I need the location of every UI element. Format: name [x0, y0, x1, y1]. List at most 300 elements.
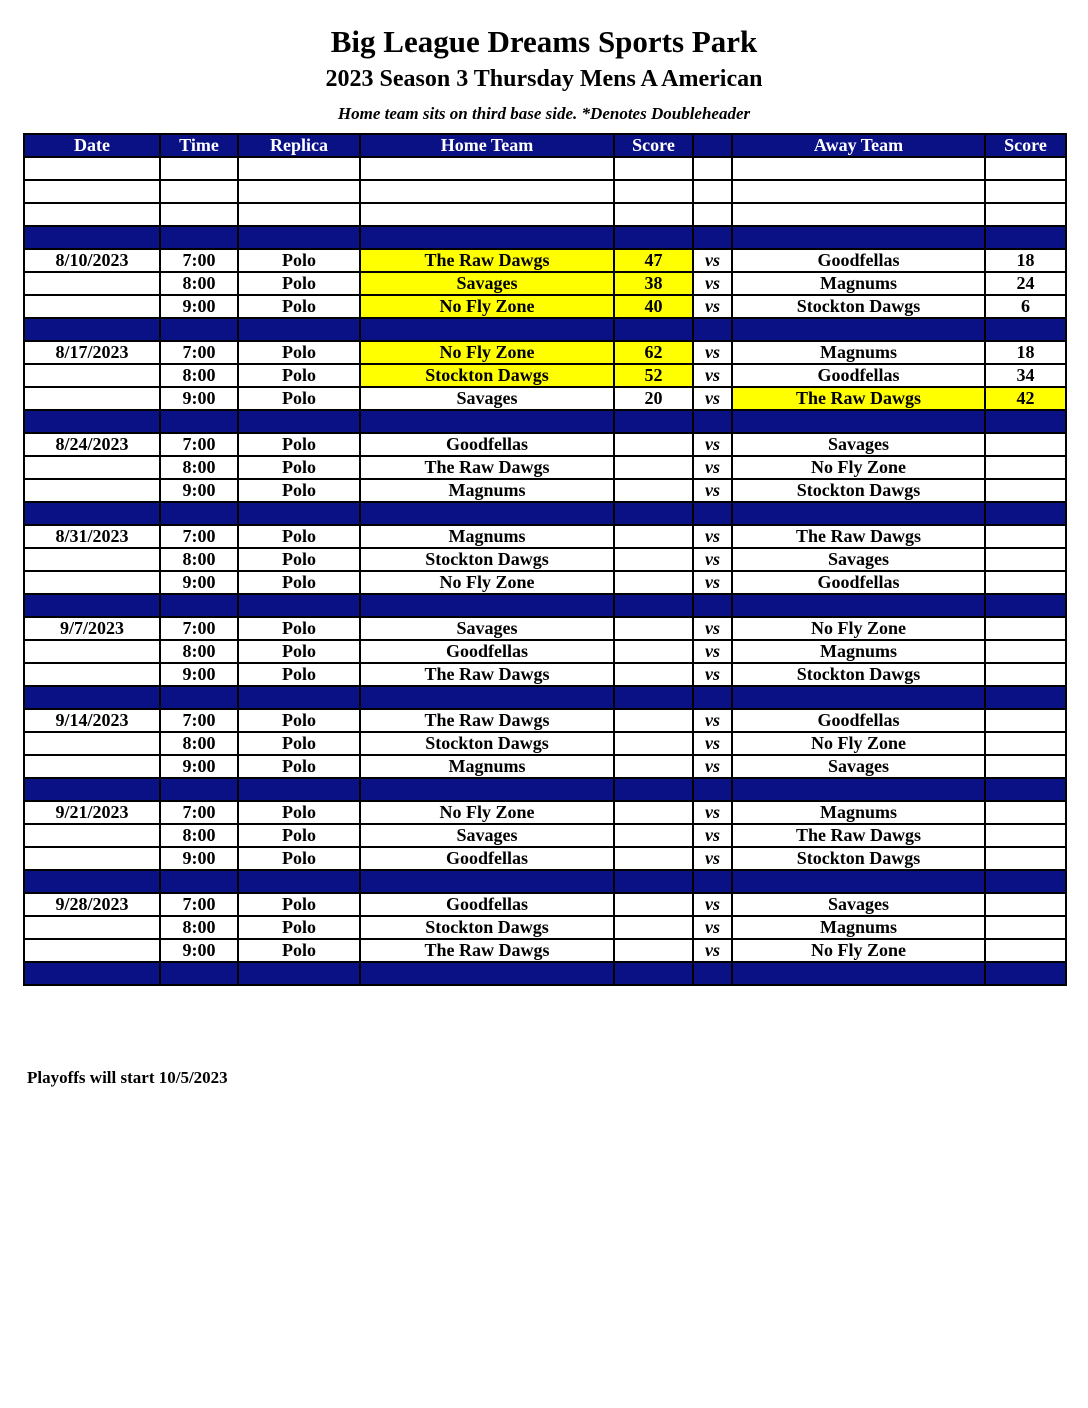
week-separator-row — [24, 502, 1066, 525]
separator-cell — [24, 778, 160, 801]
away-score — [985, 571, 1066, 594]
separator-cell — [693, 962, 732, 985]
blank-cell — [360, 203, 614, 226]
away-score: 18 — [985, 249, 1066, 272]
game-row — [24, 801, 1066, 824]
game-field: Polo — [238, 525, 360, 548]
away-team: Magnums — [732, 272, 985, 295]
away-score — [985, 709, 1066, 732]
game-date: 9/7/2023 — [24, 617, 160, 640]
separator-cell — [238, 502, 360, 525]
schedule-table — [23, 133, 1067, 986]
home-score — [614, 548, 693, 571]
blank-cell — [160, 203, 238, 226]
game-row — [24, 893, 1066, 916]
blank-cell — [160, 157, 238, 180]
vs-label: vs — [693, 847, 732, 870]
away-team: The Raw Dawgs — [732, 824, 985, 847]
vs-label: vs — [693, 571, 732, 594]
separator-cell — [160, 502, 238, 525]
blank-cell — [985, 157, 1066, 180]
home-team: Savages — [360, 617, 614, 640]
home-score — [614, 801, 693, 824]
separator-cell — [24, 594, 160, 617]
game-row — [24, 824, 1066, 847]
home-score: 40 — [614, 295, 693, 318]
home-score — [614, 617, 693, 640]
away-score: 6 — [985, 295, 1066, 318]
game-time: 7:00 — [160, 801, 238, 824]
blank-cell — [614, 157, 693, 180]
game-row — [24, 732, 1066, 755]
blank-cell — [693, 203, 732, 226]
vs-label: vs — [693, 525, 732, 548]
season-subtitle: 2023 Season 3 Thursday Mens A American — [325, 66, 763, 92]
away-team: Stockton Dawgs — [732, 663, 985, 686]
separator-cell — [732, 410, 985, 433]
vs-label: vs — [693, 801, 732, 824]
game-field: Polo — [238, 709, 360, 732]
away-team: The Raw Dawgs — [732, 525, 985, 548]
separator-cell — [614, 502, 693, 525]
vs-label: vs — [693, 732, 732, 755]
game-time: 7:00 — [160, 249, 238, 272]
separator-cell — [985, 226, 1066, 249]
separator-cell — [614, 686, 693, 709]
game-field: Polo — [238, 456, 360, 479]
blank-cell — [693, 180, 732, 203]
game-field: Polo — [238, 916, 360, 939]
away-score — [985, 755, 1066, 778]
home-team: Goodfellas — [360, 433, 614, 456]
away-team: No Fly Zone — [732, 617, 985, 640]
blank-cell — [24, 180, 160, 203]
separator-cell — [360, 410, 614, 433]
separator-cell — [24, 686, 160, 709]
game-time: 8:00 — [160, 456, 238, 479]
game-time: 8:00 — [160, 916, 238, 939]
col-header-away-team: Away Team — [732, 134, 985, 157]
away-score — [985, 456, 1066, 479]
game-field: Polo — [238, 640, 360, 663]
home-team: The Raw Dawgs — [360, 939, 614, 962]
game-time: 9:00 — [160, 755, 238, 778]
separator-cell — [693, 410, 732, 433]
game-date — [24, 387, 160, 410]
col-header-home-score: Score — [614, 134, 693, 157]
away-team: Savages — [732, 755, 985, 778]
separator-cell — [238, 778, 360, 801]
game-row — [24, 640, 1066, 663]
week-separator-row — [24, 226, 1066, 249]
game-date — [24, 479, 160, 502]
home-score — [614, 916, 693, 939]
separator-cell — [360, 318, 614, 341]
blank-row — [24, 203, 1066, 226]
separator-cell — [732, 778, 985, 801]
game-row — [24, 548, 1066, 571]
game-date: 9/28/2023 — [24, 893, 160, 916]
separator-cell — [614, 594, 693, 617]
game-date — [24, 663, 160, 686]
separator-cell — [732, 226, 985, 249]
game-field: Polo — [238, 479, 360, 502]
game-date: 8/31/2023 — [24, 525, 160, 548]
separator-cell — [614, 778, 693, 801]
game-time: 9:00 — [160, 387, 238, 410]
separator-cell — [985, 410, 1066, 433]
separator-cell — [24, 870, 160, 893]
home-score — [614, 640, 693, 663]
separator-cell — [693, 686, 732, 709]
home-team: No Fly Zone — [360, 295, 614, 318]
home-team: The Raw Dawgs — [360, 249, 614, 272]
game-field: Polo — [238, 755, 360, 778]
home-team: Savages — [360, 272, 614, 295]
col-header-home-team: Home Team — [360, 134, 614, 157]
game-time: 7:00 — [160, 525, 238, 548]
page-title: Big League Dreams Sports Park — [330, 24, 758, 59]
game-row — [24, 387, 1066, 410]
game-time: 7:00 — [160, 341, 238, 364]
game-date: 8/10/2023 — [24, 249, 160, 272]
game-date: 9/14/2023 — [24, 709, 160, 732]
home-score — [614, 847, 693, 870]
week-separator-row — [24, 686, 1066, 709]
blank-row — [24, 157, 1066, 180]
home-team-note: Home team sits on third base side. *Denotes Doubleheader — [337, 104, 751, 123]
game-date — [24, 824, 160, 847]
game-time: 9:00 — [160, 939, 238, 962]
vs-label: vs — [693, 433, 732, 456]
game-date — [24, 456, 160, 479]
vs-label: vs — [693, 824, 732, 847]
blank-cell — [24, 203, 160, 226]
separator-cell — [985, 870, 1066, 893]
home-score — [614, 571, 693, 594]
away-score — [985, 617, 1066, 640]
game-time: 9:00 — [160, 295, 238, 318]
home-team: Savages — [360, 387, 614, 410]
separator-cell — [160, 686, 238, 709]
game-row — [24, 249, 1066, 272]
separator-cell — [693, 778, 732, 801]
away-score — [985, 433, 1066, 456]
game-field: Polo — [238, 663, 360, 686]
blank-cell — [985, 203, 1066, 226]
game-row — [24, 617, 1066, 640]
home-team: Magnums — [360, 755, 614, 778]
away-team: Goodfellas — [732, 709, 985, 732]
blank-cell — [238, 203, 360, 226]
vs-label: vs — [693, 916, 732, 939]
home-score — [614, 433, 693, 456]
separator-cell — [238, 686, 360, 709]
separator-cell — [238, 870, 360, 893]
separator-cell — [693, 226, 732, 249]
col-header-date: Date — [24, 134, 160, 157]
game-row — [24, 456, 1066, 479]
home-score — [614, 663, 693, 686]
game-row — [24, 847, 1066, 870]
separator-cell — [238, 226, 360, 249]
away-team: Stockton Dawgs — [732, 479, 985, 502]
separator-cell — [160, 962, 238, 985]
away-score — [985, 525, 1066, 548]
blank-cell — [238, 157, 360, 180]
header-row — [24, 134, 1066, 157]
away-team: Goodfellas — [732, 249, 985, 272]
home-team: Goodfellas — [360, 847, 614, 870]
vs-label: vs — [693, 479, 732, 502]
separator-cell — [24, 502, 160, 525]
vs-label: vs — [693, 249, 732, 272]
blank-cell — [24, 157, 160, 180]
game-time: 9:00 — [160, 479, 238, 502]
week-separator-row — [24, 962, 1066, 985]
game-time: 9:00 — [160, 663, 238, 686]
away-team: Magnums — [732, 341, 985, 364]
game-time: 7:00 — [160, 893, 238, 916]
blank-cell — [614, 203, 693, 226]
separator-cell — [160, 318, 238, 341]
game-field: Polo — [238, 893, 360, 916]
separator-cell — [732, 502, 985, 525]
separator-cell — [732, 318, 985, 341]
away-team: No Fly Zone — [732, 939, 985, 962]
away-score: 18 — [985, 341, 1066, 364]
separator-cell — [614, 410, 693, 433]
vs-label: vs — [693, 893, 732, 916]
col-header-replica: Replica — [238, 134, 360, 157]
away-team: No Fly Zone — [732, 456, 985, 479]
game-row — [24, 916, 1066, 939]
game-date — [24, 295, 160, 318]
col-header-vs — [693, 134, 732, 157]
vs-label: vs — [693, 640, 732, 663]
vs-label: vs — [693, 663, 732, 686]
vs-label: vs — [693, 295, 732, 318]
blank-cell — [238, 180, 360, 203]
separator-cell — [160, 226, 238, 249]
home-team: The Raw Dawgs — [360, 456, 614, 479]
game-field: Polo — [238, 801, 360, 824]
separator-cell — [360, 502, 614, 525]
home-score — [614, 456, 693, 479]
home-team: Stockton Dawgs — [360, 364, 614, 387]
home-team: Magnums — [360, 525, 614, 548]
blank-cell — [693, 157, 732, 180]
separator-cell — [360, 226, 614, 249]
vs-label: vs — [693, 272, 732, 295]
separator-cell — [360, 870, 614, 893]
game-row — [24, 341, 1066, 364]
game-row — [24, 364, 1066, 387]
separator-cell — [238, 410, 360, 433]
home-team: Goodfellas — [360, 640, 614, 663]
blank-cell — [360, 157, 614, 180]
game-time: 7:00 — [160, 709, 238, 732]
home-score: 47 — [614, 249, 693, 272]
separator-cell — [24, 318, 160, 341]
separator-cell — [693, 502, 732, 525]
blank-row — [24, 180, 1066, 203]
separator-cell — [360, 686, 614, 709]
separator-cell — [693, 870, 732, 893]
home-team: Stockton Dawgs — [360, 916, 614, 939]
game-date — [24, 732, 160, 755]
separator-cell — [985, 778, 1066, 801]
separator-cell — [985, 686, 1066, 709]
game-date — [24, 548, 160, 571]
game-time: 8:00 — [160, 824, 238, 847]
away-score — [985, 548, 1066, 571]
game-row — [24, 525, 1066, 548]
week-separator-row — [24, 870, 1066, 893]
game-row — [24, 755, 1066, 778]
separator-cell — [614, 870, 693, 893]
game-date — [24, 755, 160, 778]
away-team: Stockton Dawgs — [732, 295, 985, 318]
home-score: 20 — [614, 387, 693, 410]
home-score — [614, 732, 693, 755]
away-team: Magnums — [732, 801, 985, 824]
game-time: 8:00 — [160, 640, 238, 663]
game-row — [24, 272, 1066, 295]
home-team: Savages — [360, 824, 614, 847]
game-date — [24, 640, 160, 663]
away-team: Goodfellas — [732, 364, 985, 387]
separator-cell — [160, 778, 238, 801]
week-separator-row — [24, 778, 1066, 801]
separator-cell — [985, 318, 1066, 341]
separator-cell — [693, 594, 732, 617]
blank-cell — [732, 203, 985, 226]
separator-cell — [360, 594, 614, 617]
separator-cell — [160, 594, 238, 617]
game-row — [24, 939, 1066, 962]
separator-cell — [732, 870, 985, 893]
separator-cell — [360, 778, 614, 801]
vs-label: vs — [693, 387, 732, 410]
week-separator-row — [24, 594, 1066, 617]
separator-cell — [24, 410, 160, 433]
home-score — [614, 709, 693, 732]
separator-cell — [732, 962, 985, 985]
game-date: 8/24/2023 — [24, 433, 160, 456]
away-team: Savages — [732, 893, 985, 916]
separator-cell — [614, 226, 693, 249]
game-row — [24, 479, 1066, 502]
separator-cell — [614, 962, 693, 985]
away-score: 34 — [985, 364, 1066, 387]
blank-cell — [360, 180, 614, 203]
blank-cell — [732, 157, 985, 180]
vs-label: vs — [693, 364, 732, 387]
home-score — [614, 479, 693, 502]
game-row — [24, 663, 1066, 686]
game-field: Polo — [238, 341, 360, 364]
game-time: 8:00 — [160, 272, 238, 295]
home-team: No Fly Zone — [360, 571, 614, 594]
away-score — [985, 847, 1066, 870]
away-score — [985, 939, 1066, 962]
home-score: 38 — [614, 272, 693, 295]
away-score — [985, 893, 1066, 916]
game-date: 8/17/2023 — [24, 341, 160, 364]
home-score — [614, 824, 693, 847]
vs-label: vs — [693, 456, 732, 479]
vs-label: vs — [693, 709, 732, 732]
game-date — [24, 571, 160, 594]
away-team: Stockton Dawgs — [732, 847, 985, 870]
game-time: 7:00 — [160, 617, 238, 640]
away-team: Magnums — [732, 640, 985, 663]
separator-cell — [160, 870, 238, 893]
game-field: Polo — [238, 847, 360, 870]
separator-cell — [693, 318, 732, 341]
game-date — [24, 364, 160, 387]
separator-cell — [160, 410, 238, 433]
schedule-body — [24, 157, 1066, 985]
separator-cell — [238, 962, 360, 985]
away-team: Goodfellas — [732, 571, 985, 594]
game-time: 9:00 — [160, 571, 238, 594]
game-row — [24, 295, 1066, 318]
separator-cell — [732, 594, 985, 617]
separator-cell — [614, 318, 693, 341]
game-row — [24, 433, 1066, 456]
separator-cell — [985, 502, 1066, 525]
game-time: 9:00 — [160, 847, 238, 870]
game-date — [24, 916, 160, 939]
home-team: The Raw Dawgs — [360, 709, 614, 732]
away-team: Savages — [732, 433, 985, 456]
away-score — [985, 732, 1066, 755]
game-date — [24, 847, 160, 870]
home-score — [614, 755, 693, 778]
separator-cell — [238, 318, 360, 341]
vs-label: vs — [693, 755, 732, 778]
game-field: Polo — [238, 732, 360, 755]
game-field: Polo — [238, 571, 360, 594]
separator-cell — [985, 594, 1066, 617]
away-score: 24 — [985, 272, 1066, 295]
col-header-away-score: Score — [985, 134, 1066, 157]
home-team: Stockton Dawgs — [360, 548, 614, 571]
vs-label: vs — [693, 548, 732, 571]
away-team: Magnums — [732, 916, 985, 939]
blank-cell — [985, 180, 1066, 203]
game-field: Polo — [238, 433, 360, 456]
home-score — [614, 939, 693, 962]
game-field: Polo — [238, 824, 360, 847]
game-time: 8:00 — [160, 364, 238, 387]
separator-cell — [24, 226, 160, 249]
game-row — [24, 571, 1066, 594]
separator-cell — [238, 594, 360, 617]
away-score — [985, 479, 1066, 502]
home-team: Magnums — [360, 479, 614, 502]
away-score — [985, 640, 1066, 663]
col-header-time: Time — [160, 134, 238, 157]
home-team: Stockton Dawgs — [360, 732, 614, 755]
home-team: The Raw Dawgs — [360, 663, 614, 686]
game-field: Polo — [238, 295, 360, 318]
game-date — [24, 939, 160, 962]
separator-cell — [360, 962, 614, 985]
away-team: Savages — [732, 548, 985, 571]
